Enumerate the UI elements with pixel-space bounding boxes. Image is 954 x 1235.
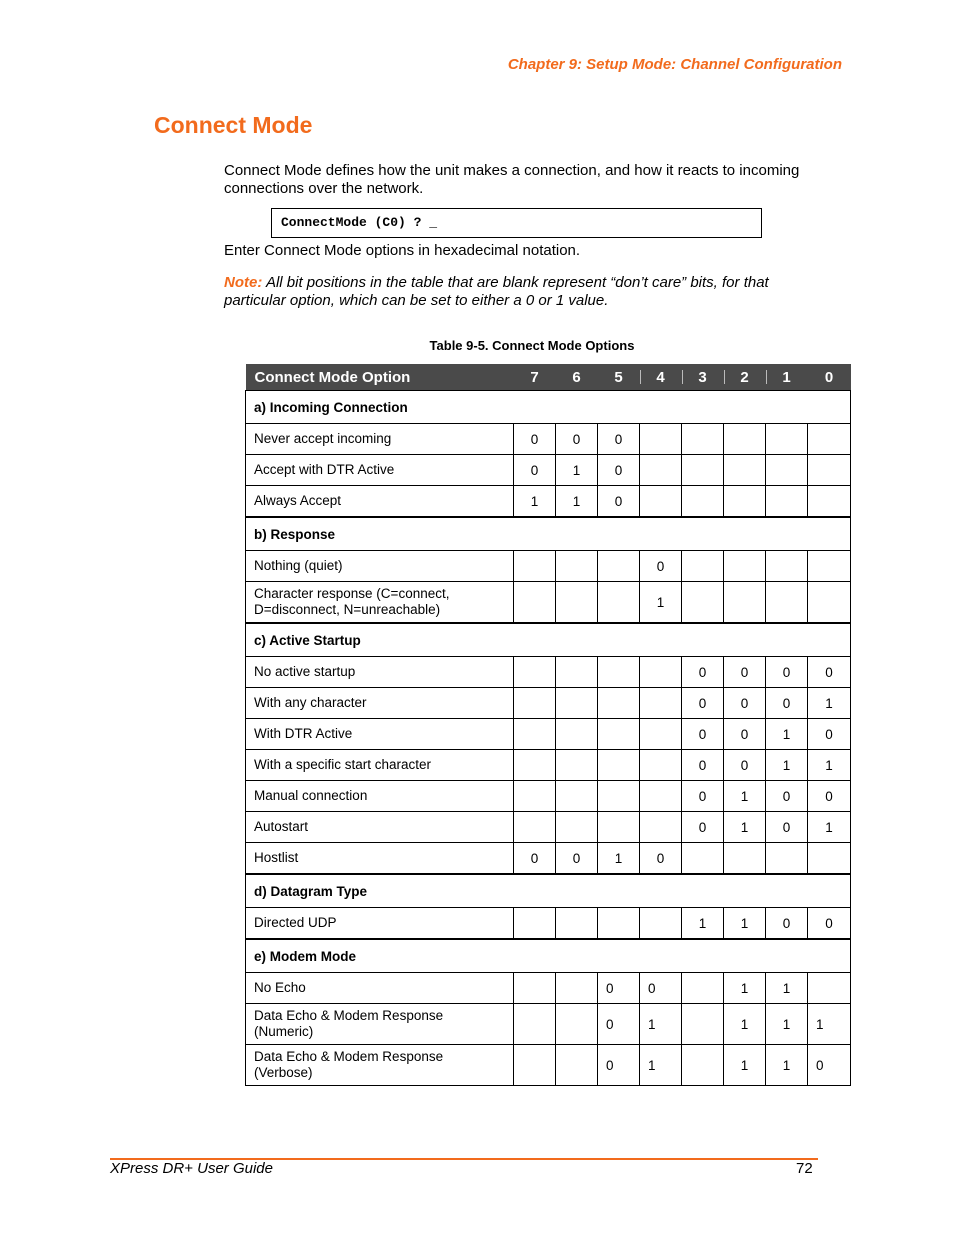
bit-value-cell — [682, 455, 724, 486]
bit-value-cell — [808, 486, 851, 518]
bit-value-cell: 1 — [640, 1045, 682, 1086]
bit-value-cell — [514, 551, 556, 582]
bit-value-cell: 1 — [766, 719, 808, 750]
bit-value-cell — [724, 486, 766, 518]
option-label-cell: With DTR Active — [246, 719, 514, 750]
table-caption: Table 9-5. Connect Mode Options — [429, 338, 635, 353]
option-label-cell: No active startup — [246, 657, 514, 688]
section-header-row — [246, 517, 851, 551]
section-header-row — [246, 939, 851, 973]
table-row — [246, 719, 851, 750]
bit-value-cell: 1 — [640, 1004, 682, 1045]
chapter-header: Chapter 9: Setup Mode: Channel Configuration — [507, 56, 842, 73]
table-row — [246, 1045, 851, 1086]
bit-value-cell: 0 — [766, 781, 808, 812]
bit-value-cell — [514, 812, 556, 843]
bit-value-cell — [640, 750, 682, 781]
bit-value-cell: 0 — [724, 657, 766, 688]
bit-value-cell: 0 — [598, 1004, 640, 1045]
bit-value-cell — [640, 719, 682, 750]
bit-value-cell: 1 — [808, 1004, 851, 1045]
bit-value-cell — [640, 688, 682, 719]
bit-value-cell — [556, 750, 598, 781]
bit-value-cell: 0 — [640, 973, 682, 1004]
table-row — [246, 582, 851, 624]
bit-value-cell: 0 — [724, 750, 766, 781]
bit-value-cell — [766, 455, 808, 486]
footer-page-number: 72 — [796, 1160, 813, 1177]
bit-value-cell — [514, 688, 556, 719]
bit-value-cell: 0 — [808, 657, 851, 688]
bit-value-cell — [556, 781, 598, 812]
option-label-cell: Character response (C=connect, D=disconnect, N=unreachable) — [246, 582, 514, 624]
table-row — [246, 424, 851, 455]
bit-value-cell: 0 — [640, 551, 682, 582]
option-label-cell: With any character — [246, 688, 514, 719]
bit-value-cell — [598, 781, 640, 812]
intro-paragraph: Connect Mode defines how the unit makes a connection, and how it reacts to incoming connections over the network. — [224, 162, 800, 197]
bit-value-cell — [724, 424, 766, 455]
bit-value-cell — [640, 424, 682, 455]
bit-value-cell: 0 — [682, 688, 724, 719]
bit-value-cell — [682, 486, 724, 518]
bit-value-cell: 0 — [556, 424, 598, 455]
header-bit: 4 — [640, 364, 682, 391]
table-row — [246, 750, 851, 781]
bit-value-cell: 1 — [682, 908, 724, 940]
option-label-cell: Always Accept — [246, 486, 514, 518]
bit-value-cell: 1 — [724, 812, 766, 843]
bit-value-cell — [514, 750, 556, 781]
bit-value-cell — [514, 908, 556, 940]
bit-value-cell: 0 — [766, 657, 808, 688]
bit-value-cell: 1 — [724, 781, 766, 812]
bit-value-cell — [682, 1045, 724, 1086]
option-label-cell: Nothing (quiet) — [246, 551, 514, 582]
option-label-cell: Data Echo & Modem Response (Numeric) — [246, 1004, 514, 1045]
bit-value-cell: 1 — [724, 1045, 766, 1086]
bit-value-cell — [682, 551, 724, 582]
bit-value-cell — [808, 973, 851, 1004]
bit-value-cell — [598, 719, 640, 750]
bit-value-cell — [682, 973, 724, 1004]
bit-value-cell — [556, 657, 598, 688]
bit-value-cell: 0 — [640, 843, 682, 875]
section-header-row — [246, 623, 851, 657]
option-label-cell: Data Echo & Modem Response (Verbose) — [246, 1045, 514, 1086]
section-title-cell: c) Active Startup — [246, 623, 851, 657]
bit-value-cell: 1 — [556, 455, 598, 486]
bit-value-cell — [640, 908, 682, 940]
bit-value-cell: 0 — [514, 843, 556, 875]
bit-value-cell: 0 — [682, 781, 724, 812]
table-row — [246, 812, 851, 843]
section-title-cell: b) Response — [246, 517, 851, 551]
bit-value-cell — [766, 551, 808, 582]
bit-value-cell — [598, 582, 640, 624]
note-text: All bit positions in the table that are blank represent “don’t care” bits, for that particular option, which can be set to either a 0 or 1 value. — [224, 274, 769, 309]
bit-value-cell: 0 — [766, 908, 808, 940]
header-bit: 7 — [514, 364, 556, 391]
bit-value-cell — [808, 455, 851, 486]
bit-value-cell: 1 — [514, 486, 556, 518]
code-prompt-box — [271, 208, 762, 238]
bit-value-cell: 0 — [598, 973, 640, 1004]
header-bit: 6 — [556, 364, 598, 391]
table-row — [246, 455, 851, 486]
note-label: Note: — [224, 274, 263, 291]
bit-value-cell: 1 — [808, 812, 851, 843]
bit-value-cell: 0 — [808, 908, 851, 940]
bit-value-cell — [640, 486, 682, 518]
bit-value-cell — [598, 750, 640, 781]
bit-value-cell — [724, 582, 766, 624]
bit-value-cell — [514, 657, 556, 688]
footer-guide-title: XPress DR+ User Guide — [110, 1160, 273, 1177]
bit-value-cell — [556, 551, 598, 582]
bit-value-cell — [556, 1045, 598, 1086]
bit-value-cell — [682, 582, 724, 624]
bit-value-cell — [556, 688, 598, 719]
bit-value-cell: 0 — [598, 1045, 640, 1086]
option-label-cell: Directed UDP — [246, 908, 514, 940]
table-row — [246, 1004, 851, 1045]
bit-value-cell: 0 — [556, 843, 598, 875]
section-title-cell: e) Modem Mode — [246, 939, 851, 973]
bit-value-cell: 0 — [682, 657, 724, 688]
bit-value-cell: 0 — [682, 719, 724, 750]
bit-value-cell — [556, 908, 598, 940]
bit-value-cell — [598, 688, 640, 719]
bit-value-cell — [808, 551, 851, 582]
bit-value-cell: 1 — [766, 973, 808, 1004]
bit-value-cell: 0 — [808, 719, 851, 750]
bit-value-cell — [766, 582, 808, 624]
bit-value-cell — [598, 908, 640, 940]
bit-value-cell: 1 — [808, 688, 851, 719]
bit-value-cell — [808, 582, 851, 624]
bit-value-cell — [598, 551, 640, 582]
bit-value-cell — [640, 812, 682, 843]
section-header-row — [246, 391, 851, 424]
bit-value-cell — [724, 843, 766, 875]
bit-value-cell: 0 — [682, 812, 724, 843]
option-label-cell: No Echo — [246, 973, 514, 1004]
bit-value-cell: 0 — [766, 812, 808, 843]
option-label-cell: Autostart — [246, 812, 514, 843]
bit-value-cell — [682, 1004, 724, 1045]
header-bit: 5 — [598, 364, 640, 391]
table-row — [246, 688, 851, 719]
bit-value-cell — [808, 424, 851, 455]
table-row — [246, 843, 851, 875]
bit-value-cell: 1 — [766, 1045, 808, 1086]
header-bit: 1 — [766, 364, 808, 391]
header-bit: 3 — [682, 364, 724, 391]
bit-value-cell — [556, 973, 598, 1004]
bit-value-cell: 1 — [724, 908, 766, 940]
bit-value-cell: 0 — [514, 424, 556, 455]
code-prompt-text: ConnectMode (C0) ? _ — [281, 215, 438, 230]
bit-value-cell — [514, 781, 556, 812]
bit-value-cell: 1 — [766, 1004, 808, 1045]
table-row — [246, 908, 851, 940]
bit-value-cell — [598, 657, 640, 688]
bit-value-cell — [556, 582, 598, 624]
bit-value-cell: 1 — [556, 486, 598, 518]
bit-value-cell: 1 — [598, 843, 640, 875]
note-paragraph — [224, 274, 784, 310]
bit-value-cell: 0 — [808, 1045, 851, 1086]
header-option: Connect Mode Option — [246, 364, 514, 391]
option-label-cell: Accept with DTR Active — [246, 455, 514, 486]
table-row — [246, 486, 851, 518]
bit-value-cell: 0 — [598, 455, 640, 486]
bit-value-cell — [598, 812, 640, 843]
bit-value-cell — [556, 1004, 598, 1045]
option-label-cell: Never accept incoming — [246, 424, 514, 455]
bit-value-cell — [640, 657, 682, 688]
bit-value-cell: 0 — [514, 455, 556, 486]
bit-value-cell: 1 — [640, 582, 682, 624]
option-label-cell: Hostlist — [246, 843, 514, 875]
bit-value-cell — [514, 1045, 556, 1086]
bit-value-cell: 1 — [808, 750, 851, 781]
bit-value-cell — [640, 781, 682, 812]
bit-value-cell — [766, 424, 808, 455]
bit-value-cell — [640, 455, 682, 486]
bit-value-cell — [766, 486, 808, 518]
table-row — [246, 781, 851, 812]
header-bit: 2 — [724, 364, 766, 391]
bit-value-cell: 0 — [766, 688, 808, 719]
bit-value-cell: 0 — [724, 688, 766, 719]
bit-value-cell: 0 — [598, 486, 640, 518]
table-header-row — [246, 364, 851, 391]
header-bit: 0 — [808, 364, 851, 391]
bit-value-cell: 1 — [766, 750, 808, 781]
bit-value-cell: 0 — [598, 424, 640, 455]
section-header-row — [246, 874, 851, 908]
table-row — [246, 551, 851, 582]
bit-value-cell — [514, 582, 556, 624]
option-label-cell: With a specific start character — [246, 750, 514, 781]
section-title-cell: a) Incoming Connection — [246, 391, 851, 424]
bit-value-cell: 1 — [724, 1004, 766, 1045]
bit-value-cell — [514, 719, 556, 750]
bit-value-cell: 0 — [682, 750, 724, 781]
option-label-cell: Manual connection — [246, 781, 514, 812]
bit-value-cell — [724, 551, 766, 582]
bit-value-cell — [808, 843, 851, 875]
bit-value-cell — [556, 812, 598, 843]
bit-value-cell — [682, 424, 724, 455]
bit-value-cell: 0 — [724, 719, 766, 750]
bit-value-cell — [514, 1004, 556, 1045]
hex-note: Enter Connect Mode options in hexadecimal notation. — [224, 242, 581, 259]
connect-mode-options-table — [245, 364, 851, 1086]
bit-value-cell — [682, 843, 724, 875]
section-title: Connect Mode — [154, 112, 313, 138]
bit-value-cell: 0 — [808, 781, 851, 812]
bit-value-cell — [514, 973, 556, 1004]
bit-value-cell: 1 — [724, 973, 766, 1004]
bit-value-cell — [556, 719, 598, 750]
table-row — [246, 657, 851, 688]
bit-value-cell — [724, 455, 766, 486]
section-title-cell: d) Datagram Type — [246, 874, 851, 908]
bit-value-cell — [766, 843, 808, 875]
table-row — [246, 973, 851, 1004]
